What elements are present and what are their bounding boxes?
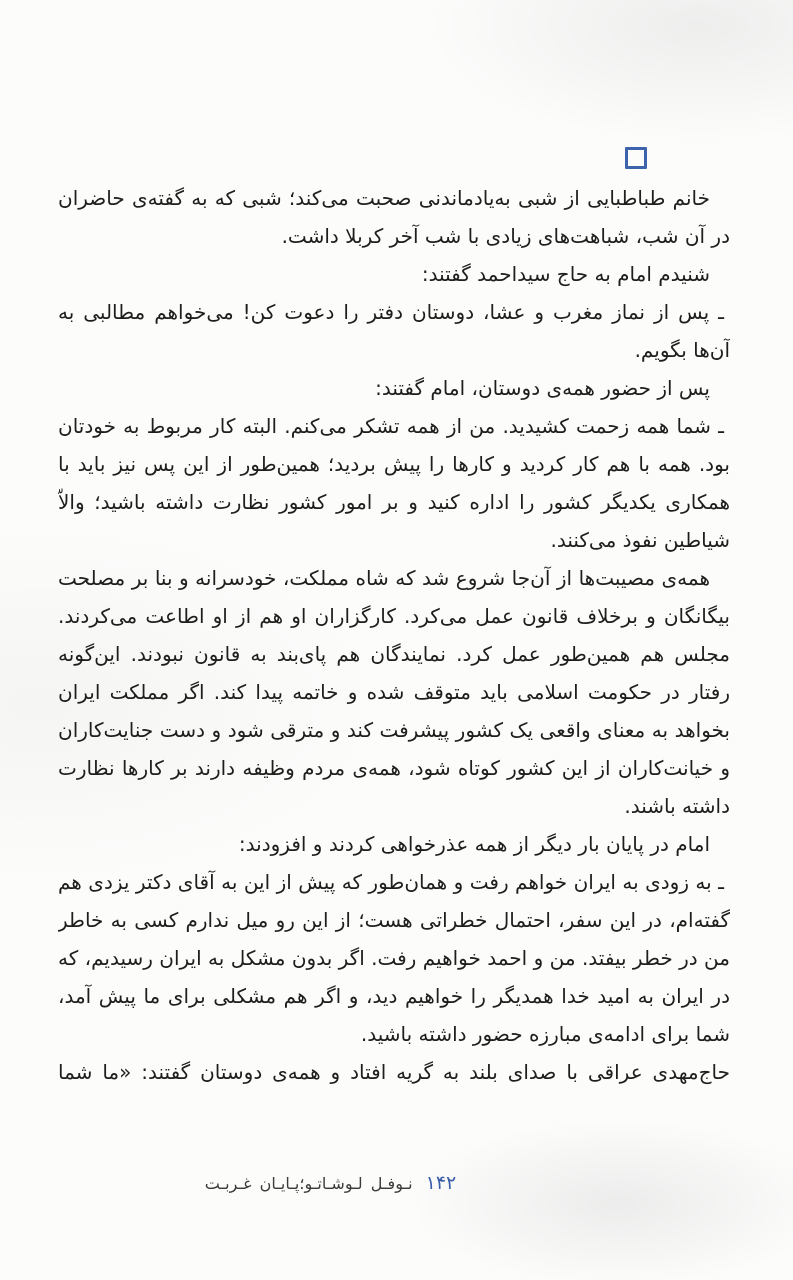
section-marker-square-icon (625, 147, 647, 169)
paragraph: حاج‌مهدی عراقی با صدای بلند به گریه افتاد و همه‌ی دوستان گفتند: «ما شما (58, 1060, 730, 1084)
paragraph: امام در پایان بار دیگر از همه عذرخواهی کردند و افزودند: (238, 832, 710, 856)
book-title: نـوفـل لـوشـاتـو؛پـایـان غـربـت (204, 1174, 413, 1193)
paragraph: ـ شما همه زحمت کشیدید. من از همه تشکر می‌کنم. البته کار مربوط به خودتان بود. همه با هم کار کردید و کارها را پیش بردید؛ همین‌طور از این پس نیز باید با همکاری یکدیگر کشور را اداره کنید و بر امور کشور نظارت داشته باشید؛ والاّ شیاطین نفوذ می‌کنند. (58, 414, 730, 552)
paragraph: خانم طباطبایی از شبی به‌یادماندنی صحبت می‌کند؛ شبی که به گفته‌ی حاضران در آن شب، شباهت‌های زیادی با شب آخر کربلا داشت. (58, 186, 730, 248)
page-number: ۱۴۲ (425, 1172, 457, 1194)
paragraph: ـ پس از نماز مغرب و عشا، دوستان دفتر را دعوت کن! می‌خواهم مطالبی به آن‌ها بگویم. (58, 300, 730, 362)
paragraph: ـ به زودی به ایران خواهم رفت و همان‌طور که پیش از این به آقای دکتر یزدی هم گفته‌ام، در این سفر، احتمال خطراتی هست؛ از این رو میل ندارم کسی به خاطر من در خطر بیفتد. من و احمد خواهیم رفت. اگر بدون مشکل به ایران رسیدیم، که در ایران به امید خدا همدیگر را خواهیم دید، و اگر هم مشکلی برای ما پیش آمد، شما برای ادامه‌ی مبارزه حضور داشته باشید. (58, 870, 730, 1046)
paragraph: شنیدم امام به حاج سیداحمد گفتند: (421, 262, 710, 286)
paragraph: پس از حضور همه‌ی دوستان، امام گفتند: (375, 376, 710, 400)
paragraph: همه‌ی مصیبت‌ها از آن‌جا شروع شد که شاه مملکت، خودسرانه و بنا بر مصلحت بیگانگان و برخلاف قانون عمل می‌کرد. کارگزاران او هم از او اطاعت می‌کردند. مجلس هم همین‌طور عمل کرد. نمایندگان هم پای‌بند به قانون نبودند. این‌گونه رفتار در حکومت اسلامی باید متوقف شده و خاتمه پیدا کند. اگر مملکت ایران بخواهد به معنای واقعی یک کشور پیشرفت کند و مترقی شود و دست جنایت‌کاران و خیانت‌کاران از این کشور کوتاه شود، همه‌ی مردم وظیفه دارند بر کارها نظارت داشته باشند. (58, 566, 730, 818)
page-footer (0, 1174, 727, 1193)
page-text (58, 179, 730, 1091)
